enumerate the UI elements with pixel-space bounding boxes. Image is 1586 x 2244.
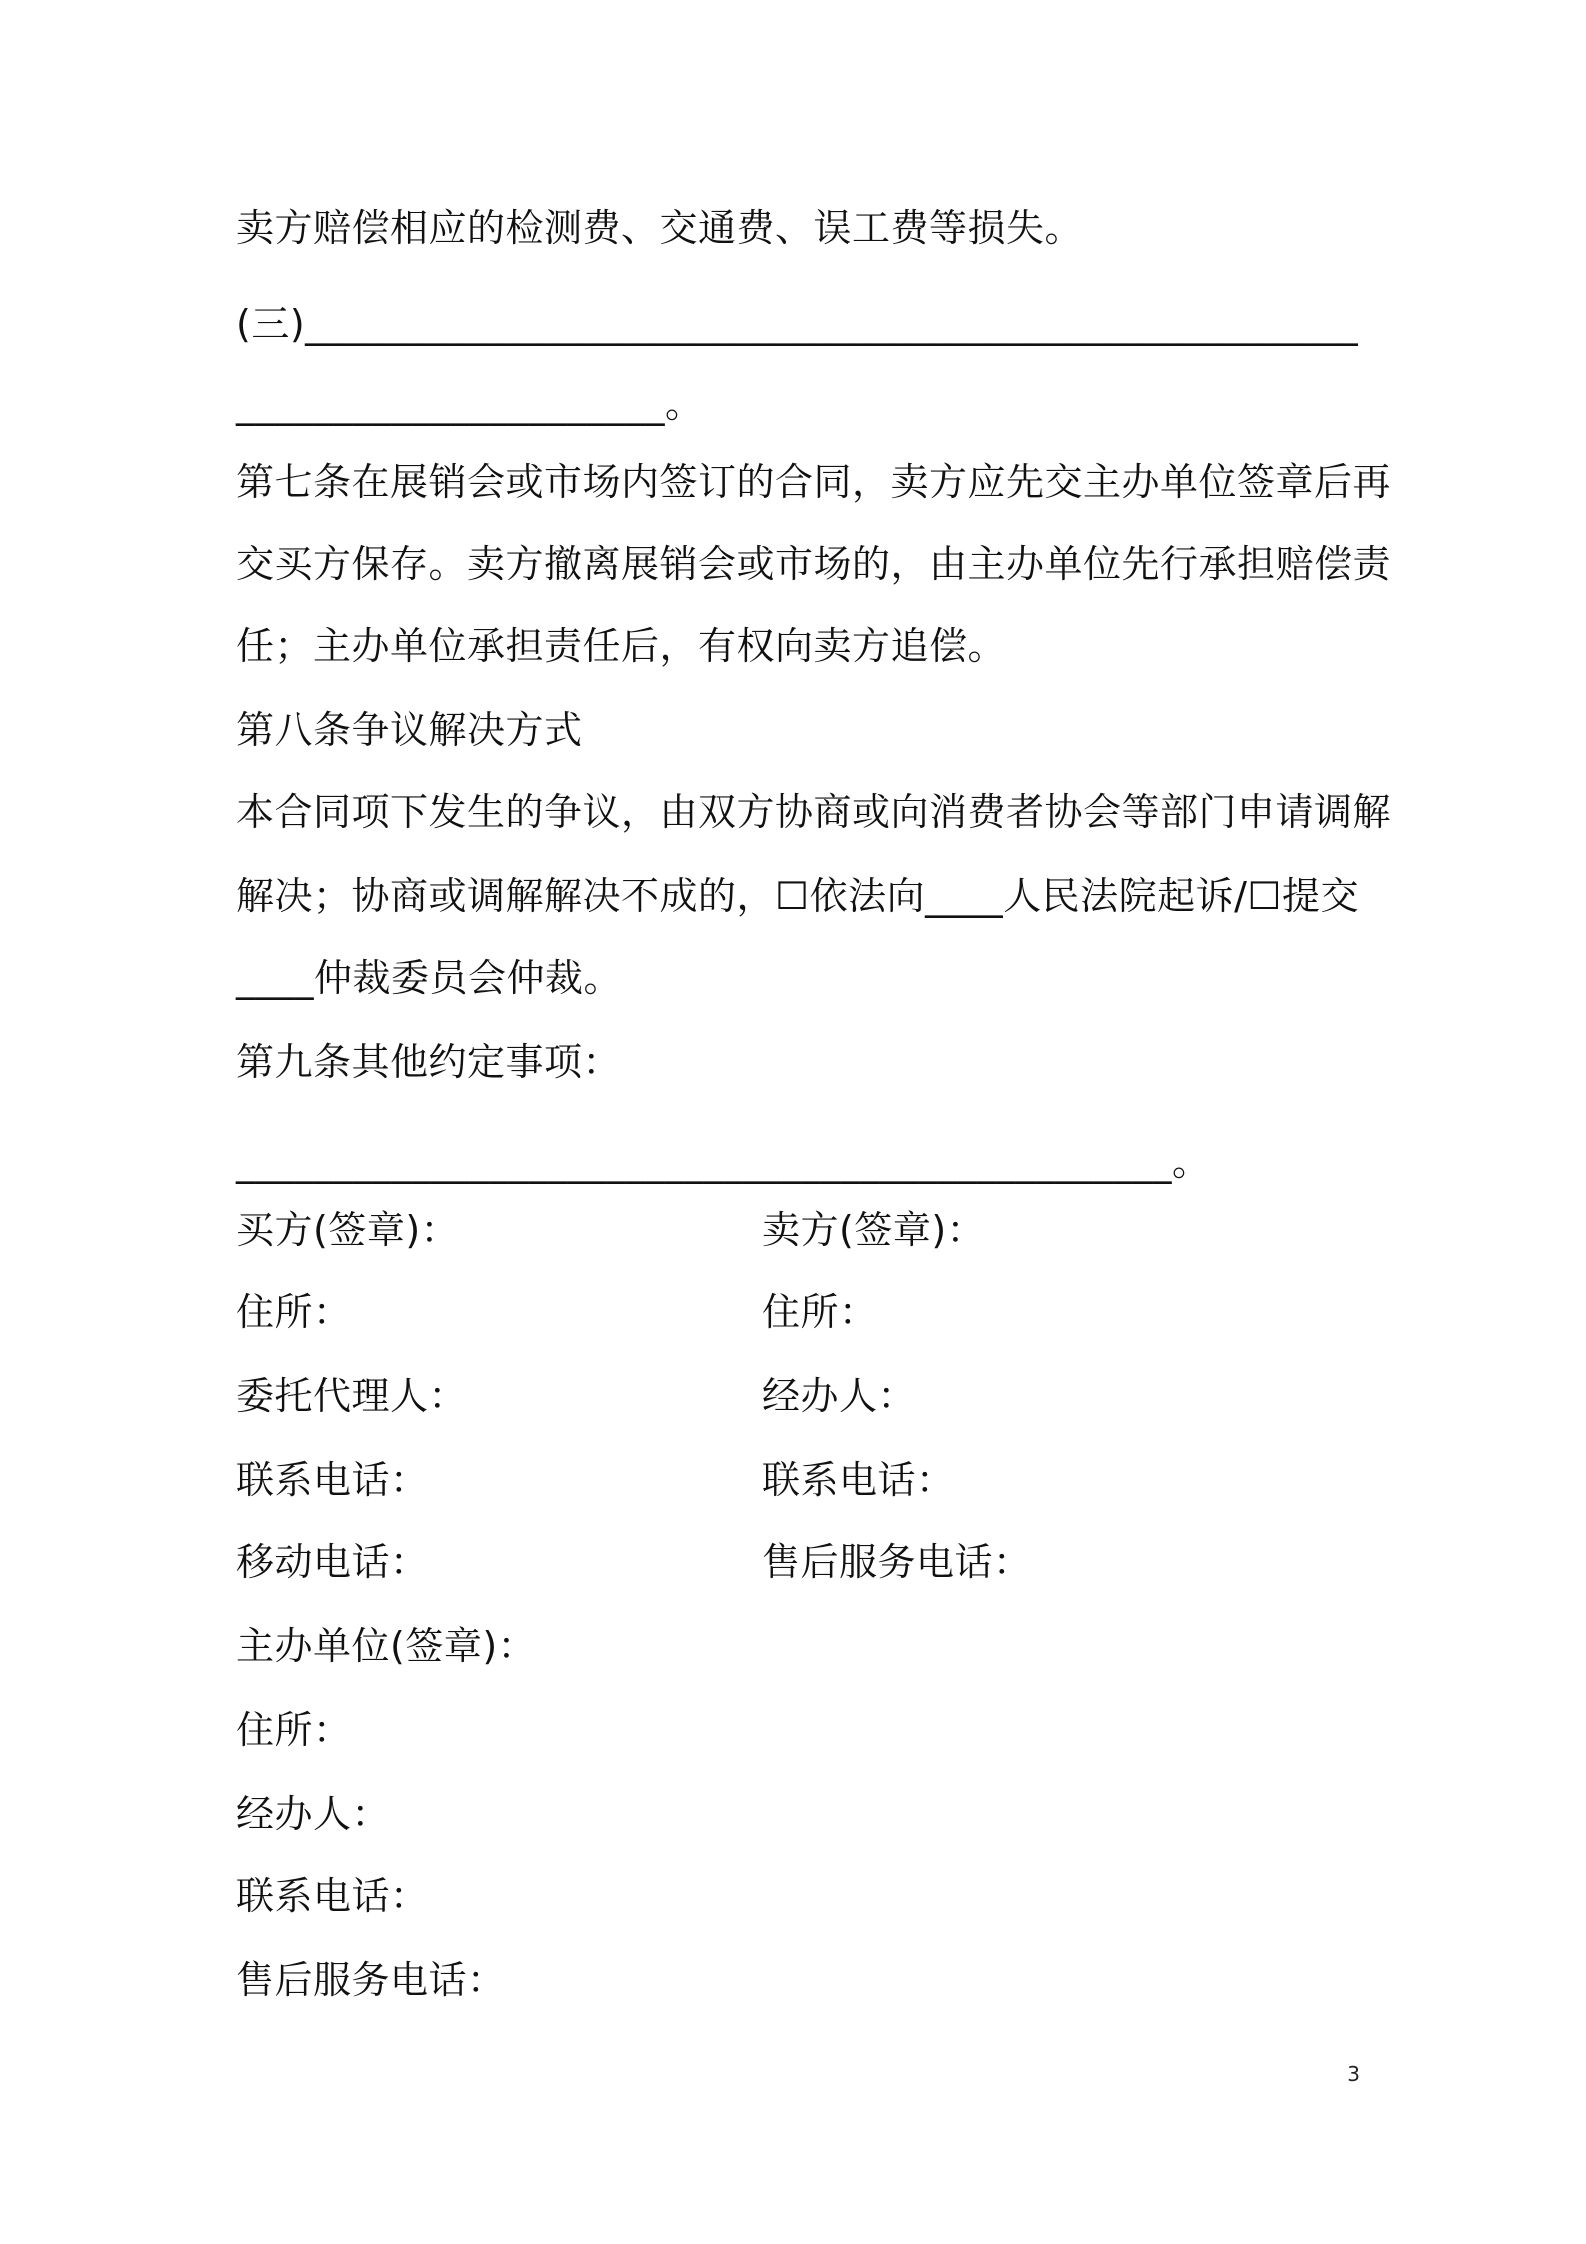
article-7-line-3: 任；主办单位承担责任后，有权向卖方追偿。 xyxy=(236,624,1007,668)
organizer-aftersales-phone-label: 售后服务电话： xyxy=(236,1958,506,2002)
buyer-address-label: 住所： xyxy=(236,1290,352,1334)
organizer-handler-label: 经办人： xyxy=(236,1792,391,1836)
article-7-line-1: 第七条在展销会或市场内签订的合同，卖方应先交主办单位签章后再 xyxy=(236,460,1392,504)
buyer-phone-label: 联系电话： xyxy=(236,1458,429,1502)
article-8-line-2: 解决；协商或调解解决不成的，☐依法向____人民法院起诉/☐提交 xyxy=(236,874,1359,918)
organizer-address-label: 住所： xyxy=(236,1708,352,1752)
article-9-heading: 第九条其他约定事项： xyxy=(236,1040,622,1084)
organizer-signature-label: 主办单位(签章)： xyxy=(236,1624,537,1668)
seller-phone-label: 联系电话： xyxy=(762,1458,955,1502)
article-9-blank-line: ________________________________________________。 xyxy=(236,1140,1211,1184)
paragraph-line-2: (三)______________________________________________________ xyxy=(236,302,1359,346)
article-7-line-2: 交买方保存。卖方撤离展销会或市场的，由主办单位先行承担赔偿责 xyxy=(236,542,1392,586)
buyer-mobile-label: 移动电话： xyxy=(236,1540,429,1584)
seller-handler-label: 经办人： xyxy=(762,1374,917,1418)
organizer-phone-label: 联系电话： xyxy=(236,1874,429,1918)
article-8-line-1: 本合同项下发生的争议，由双方协商或向消费者协会等部门申请调解 xyxy=(236,790,1392,834)
page-number: 3 xyxy=(1347,2062,1360,2086)
seller-aftersales-phone-label: 售后服务电话： xyxy=(762,1540,1032,1584)
buyer-signature-label: 买方(签章)： xyxy=(236,1208,460,1252)
seller-address-label: 住所： xyxy=(762,1290,878,1334)
paragraph-line-1: 卖方赔偿相应的检测费、交通费、误工费等损失。 xyxy=(236,206,1084,250)
paragraph-line-3: ______________________。 xyxy=(236,382,704,426)
article-8-line-3: ____仲裁委员会仲裁。 xyxy=(236,956,623,1000)
buyer-agent-label: 委托代理人： xyxy=(236,1374,468,1418)
article-8-heading: 第八条争议解决方式 xyxy=(236,708,583,752)
seller-signature-label: 卖方(签章)： xyxy=(762,1208,986,1252)
